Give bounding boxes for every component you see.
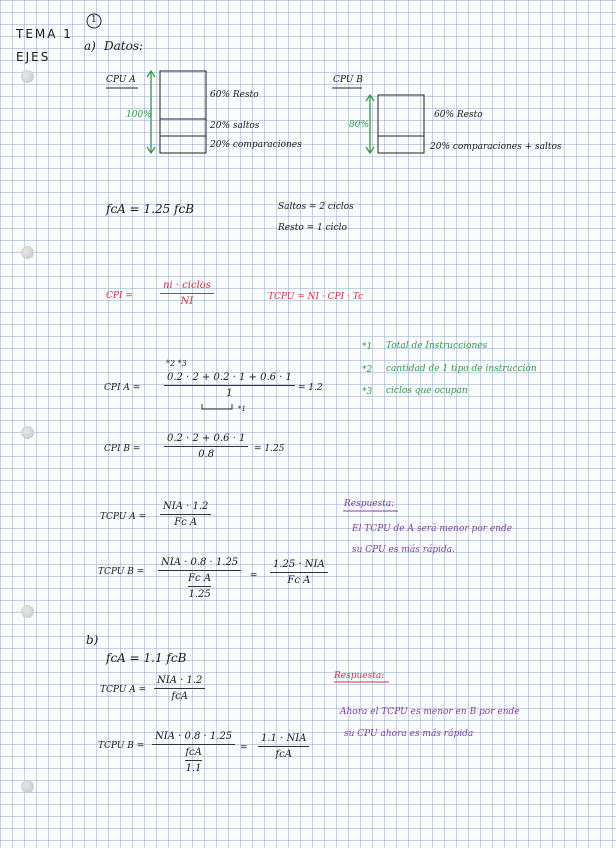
cpu-b-compare-jumps: 20% comparaciones + saltos: [430, 142, 562, 152]
tcpu-b-fraction2: [270, 560, 328, 586]
cpu-b-total: 80%: [349, 120, 370, 130]
tcpu-b-b-num: NIA · 0.8 · 1.25: [152, 732, 235, 745]
cpu-a-compare: 20% comparaciones: [210, 140, 302, 150]
cpi-a-den: 1: [226, 388, 233, 399]
answer-b-title: Respuesta:: [334, 671, 385, 681]
cpu-b-rest: 60% Resto: [434, 110, 483, 120]
tcpu-a-b-fraction: [154, 676, 205, 702]
cpi-a-result: = 1.2: [298, 383, 323, 393]
tcpu-b-b-lhs: TCPU B =: [98, 741, 145, 751]
answer-b-line2: su CPU ahora es más rápida: [344, 729, 474, 739]
freq-relation-a: fcA = 1.25 fcB: [106, 202, 195, 216]
answer-a-line1: El TCPU de A será menor por ende: [352, 524, 513, 534]
tcpu-b-fraction: [158, 558, 241, 600]
cpu-a-rest: 60% Resto: [210, 90, 259, 100]
tcpu-b-den-top: Fc A: [188, 571, 211, 587]
part-a-label: a): [84, 39, 96, 53]
tcpu-b-b-num2: 1.1 · NIA: [258, 734, 309, 747]
tcpu-b-b-fraction2: [258, 734, 309, 760]
topic-label: EJES: [16, 50, 51, 64]
tcpu-b-b-fraction: [152, 732, 235, 774]
cpu-a-label: CPU A: [106, 75, 136, 85]
tcpu-b-num2: 1.25 · NIA: [270, 560, 328, 573]
legend-n2-marker: *2: [362, 365, 373, 375]
tema-label: TEMA 1: [16, 27, 73, 41]
tcpu-a-den: Fc A: [174, 517, 198, 528]
cpi-def-den: NI: [180, 296, 194, 307]
tcpu-def: TCPU = NI · CPI · Tc: [268, 292, 364, 302]
cpi-def-fraction: [160, 281, 214, 307]
cpi-a-marks: *2 *3: [166, 359, 187, 368]
tcpu-b-b-den-top: fcA: [185, 745, 202, 761]
tcpu-b-eq: =: [250, 571, 258, 581]
tcpu-a-num: NIA · 1.2: [160, 502, 211, 515]
cpi-a-fraction: [164, 373, 295, 399]
cpi-def-lhs: CPI =: [106, 291, 133, 301]
tcpu-b-num: NIA · 0.8 · 1.25: [158, 558, 241, 571]
tcpu-b-den2: Fc A: [287, 575, 311, 586]
tcpu-a-lhs: TCPU A =: [100, 512, 147, 522]
cycles-rest: Resto = 1 ciclo: [278, 223, 347, 233]
cpi-def-num: ni · ciclos: [160, 281, 214, 294]
answer-a-title: Respuesta:: [344, 499, 395, 509]
cpu-a-total: 100%: [126, 110, 152, 120]
tcpu-a-b-den: fcA: [171, 691, 188, 702]
legend-n1: Total de Instrucciones: [386, 341, 488, 351]
tcpu-a-b-num: NIA · 1.2: [154, 676, 205, 689]
cpi-b-lhs: CPI B =: [104, 444, 141, 454]
cpi-b-fraction: [164, 434, 248, 460]
legend-n1-marker: *1: [362, 342, 373, 352]
legend-n3: ciclos que ocupan: [386, 386, 468, 396]
freq-relation-b: fcA = 1.1 fcB: [106, 651, 187, 665]
legend-n3-marker: *3: [362, 387, 373, 397]
answer-a-line2: su CPU es más rápida.: [352, 545, 455, 555]
cpi-a-lhs: CPI A =: [104, 383, 141, 393]
tcpu-b-b-eq: =: [240, 743, 248, 753]
part-b-label: b): [86, 633, 99, 647]
tcpu-b-den-bottom: 1.25: [188, 589, 211, 600]
cpu-a-jumps: 20% saltos: [210, 121, 260, 131]
tcpu-a-fraction: [160, 502, 211, 528]
cpu-b-bar: [378, 95, 424, 153]
tcpu-b-b-den2: fcA: [275, 749, 292, 760]
cycles-jumps: Saltos = 2 ciclos: [278, 202, 354, 212]
tcpu-b-b-den-bottom: 1.1: [185, 763, 202, 774]
cpi-a-bracket: [202, 404, 232, 409]
cpu-b-label: CPU B: [333, 75, 363, 85]
tcpu-b-lhs: TCPU B =: [98, 567, 145, 577]
part-a-title: Datos:: [104, 39, 144, 53]
tcpu-a-b-lhs: TCPU A =: [100, 685, 147, 695]
legend-n2: cantidad de 1 tipo de instrucción: [386, 364, 537, 374]
cpu-a-bar: [160, 71, 206, 153]
problem-number: 1: [91, 15, 97, 25]
cpi-b-result: = 1.25: [254, 444, 285, 454]
cpi-a-den-mark: *1: [238, 405, 246, 413]
cpi-b-den: 0.8: [198, 449, 215, 460]
cpi-b-num: 0.2 · 2 + 0.6 · 1: [164, 434, 248, 447]
answer-b-line1: Ahora el TCPU es menor en B por ende: [340, 707, 520, 717]
cpi-a-num: 0.2 · 2 + 0.2 · 1 + 0.6 · 1: [164, 373, 295, 386]
